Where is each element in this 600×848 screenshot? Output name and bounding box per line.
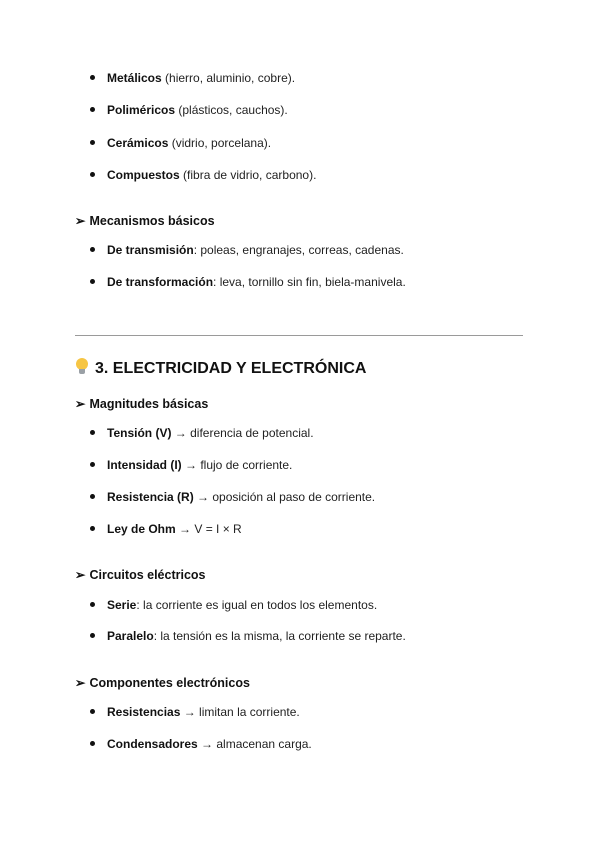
list-item: Condensadores → almacenan carga. [90,736,312,752]
list-item: De transformación: leva, tornillo sin fin, biela-manivela. [90,274,406,290]
bullet-icon [90,526,95,531]
bullet-icon [90,172,95,177]
arrow-icon: ➢ [75,568,86,582]
bullet-icon [90,709,95,714]
list-item: De transmisión: poleas, engranajes, correas, cadenas. [90,242,404,258]
bullet-icon [90,247,95,252]
subheading-mecanismos: ➢ Mecanismos básicos [75,214,215,228]
list-item: Ley de Ohm → V = I × R [90,521,242,537]
list-item: Serie: la corriente es igual en todos los elementos. [90,597,377,613]
section-title: 3. ELECTRICIDAD Y ELECTRÓNICA [75,358,366,378]
divider [75,335,523,336]
bullet-icon [90,462,95,467]
bullet-icon [90,494,95,499]
lightbulb-icon [75,358,89,376]
list-item: Cerámicos (vidrio, porcelana). [90,135,271,151]
list-item: Tensión (V) → diferencia de potencial. [90,425,314,441]
bullet-icon [90,75,95,80]
subheading-componentes: ➢ Componentes electrónicos [75,676,250,690]
list-item: Paralelo: la tensión es la misma, la corriente se reparte. [90,628,406,644]
bullet-icon [90,140,95,145]
list-item: Poliméricos (plásticos, cauchos). [90,102,288,118]
subheading-magnitudes: ➢ Magnitudes básicas [75,397,209,411]
list-item: Intensidad (I) → flujo de corriente. [90,457,292,473]
subheading-circuitos: ➢ Circuitos eléctricos [75,568,206,582]
list-item: Compuestos (fibra de vidrio, carbono). [90,167,316,183]
list-item: Metálicos (hierro, aluminio, cobre). [90,70,295,86]
list-item: Resistencia (R) → oposición al paso de corriente. [90,489,375,505]
bullet-icon [90,602,95,607]
bullet-icon [90,430,95,435]
arrow-icon: ➢ [75,214,86,228]
arrow-icon: ➢ [75,676,86,690]
list-item: Resistencias → limitan la corriente. [90,704,300,720]
bullet-icon [90,279,95,284]
bullet-icon [90,633,95,638]
arrow-icon: ➢ [75,397,86,411]
bullet-icon [90,107,95,112]
bullet-icon [90,741,95,746]
